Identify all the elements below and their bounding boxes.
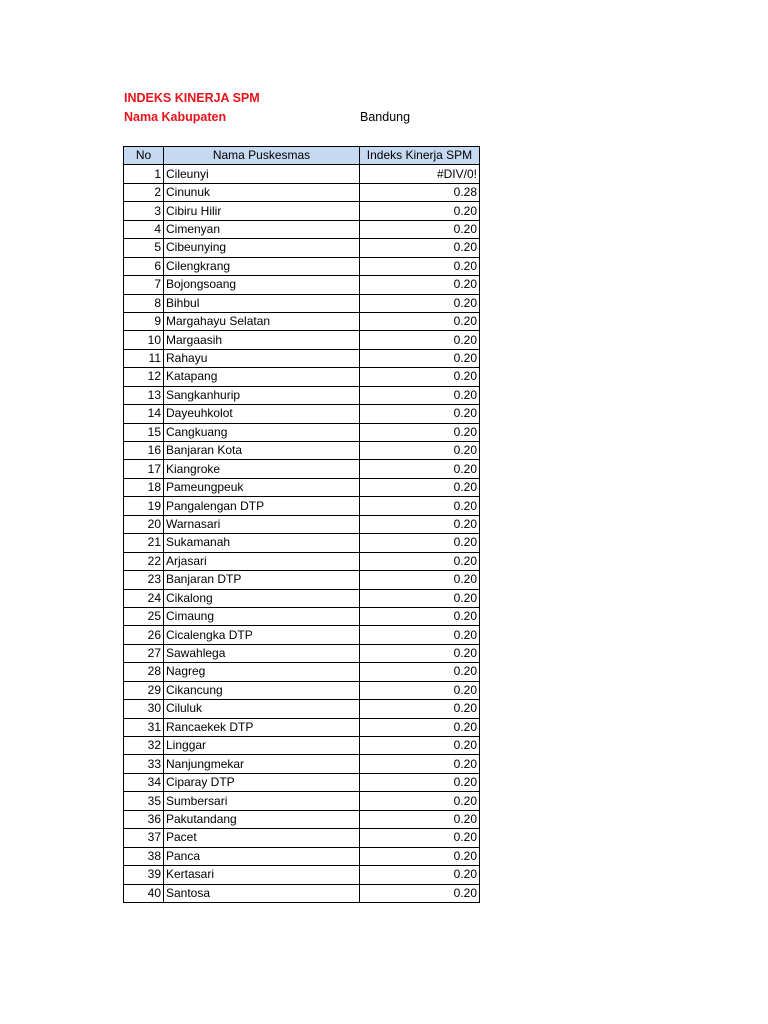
puskesmas-name-cell[interactable]: Sukamanah [164, 534, 360, 552]
spm-index-cell[interactable]: 0.20 [360, 552, 480, 570]
spm-index-cell[interactable]: 0.20 [360, 460, 480, 478]
puskesmas-name-cell[interactable]: Pangalengan DTP [164, 497, 360, 515]
table-row [124, 718, 480, 736]
spm-index-cell[interactable]: 0.20 [360, 626, 480, 644]
puskesmas-name-cell[interactable]: Cilengkrang [164, 257, 360, 275]
spm-index-cell[interactable]: 0.20 [360, 792, 480, 810]
puskesmas-name-cell[interactable]: Linggar [164, 737, 360, 755]
row-number-cell[interactable]: 13 [124, 386, 164, 404]
row-number-cell[interactable]: 38 [124, 847, 164, 865]
row-number-cell[interactable]: 14 [124, 405, 164, 423]
spm-index-cell[interactable]: 0.20 [360, 515, 480, 533]
header-no[interactable]: No [124, 147, 164, 165]
spm-index-cell[interactable]: 0.20 [360, 220, 480, 238]
puskesmas-name-cell[interactable]: Kertasari [164, 866, 360, 884]
row-number-cell[interactable]: 2 [124, 183, 164, 201]
table-row [124, 607, 480, 625]
row-number-cell[interactable]: 40 [124, 884, 164, 902]
table-row [124, 866, 480, 884]
spm-index-cell[interactable]: 0.20 [360, 405, 480, 423]
puskesmas-name-cell[interactable]: Margaasih [164, 331, 360, 349]
spm-index-cell[interactable]: 0.20 [360, 755, 480, 773]
table-row [124, 515, 480, 533]
puskesmas-name-cell[interactable]: Nagreg [164, 663, 360, 681]
table-row [124, 589, 480, 607]
table-body [124, 165, 480, 903]
spm-index-cell[interactable]: 0.20 [360, 866, 480, 884]
spm-index-cell[interactable]: 0.20 [360, 239, 480, 257]
table-row [124, 663, 480, 681]
spm-index-table [123, 146, 480, 903]
spm-index-cell[interactable]: 0.20 [360, 442, 480, 460]
table-row [124, 626, 480, 644]
puskesmas-name-cell[interactable]: Banjaran Kota [164, 442, 360, 460]
row-number-cell[interactable]: 4 [124, 220, 164, 238]
row-number-cell[interactable]: 18 [124, 478, 164, 496]
table-header-row [124, 147, 480, 165]
table-row [124, 312, 480, 330]
table-row [124, 700, 480, 718]
table-row [124, 810, 480, 828]
puskesmas-name-cell[interactable]: Rahayu [164, 349, 360, 367]
table-row [124, 331, 480, 349]
spm-index-cell[interactable]: 0.20 [360, 607, 480, 625]
row-number-cell[interactable]: 36 [124, 810, 164, 828]
row-number-cell[interactable]: 26 [124, 626, 164, 644]
table-row [124, 202, 480, 220]
row-number-cell[interactable]: 9 [124, 312, 164, 330]
puskesmas-name-cell[interactable]: Kiangroke [164, 460, 360, 478]
kabupaten-label: Nama Kabupaten [124, 110, 227, 124]
table-row [124, 423, 480, 441]
puskesmas-name-cell[interactable]: Cileunyi [164, 165, 360, 183]
puskesmas-name-cell[interactable]: Ciluluk [164, 700, 360, 718]
table-row [124, 497, 480, 515]
row-number-cell[interactable]: 32 [124, 737, 164, 755]
row-number-cell[interactable]: 34 [124, 773, 164, 791]
table-row [124, 681, 480, 699]
table-row [124, 644, 480, 662]
spm-index-cell[interactable]: 0.20 [360, 276, 480, 294]
table-row [124, 792, 480, 810]
puskesmas-name-cell[interactable]: Cibeunying [164, 239, 360, 257]
puskesmas-name-cell[interactable]: Cikancung [164, 681, 360, 699]
row-number-cell[interactable]: 25 [124, 607, 164, 625]
spm-index-cell[interactable]: 0.20 [360, 644, 480, 662]
puskesmas-name-cell[interactable]: Katapang [164, 368, 360, 386]
page-title: INDEKS KINERJA SPM [124, 91, 260, 105]
spm-index-cell[interactable]: 0.20 [360, 257, 480, 275]
puskesmas-name-cell[interactable]: Arjasari [164, 552, 360, 570]
table-row [124, 884, 480, 902]
row-number-cell[interactable]: 23 [124, 571, 164, 589]
spm-index-cell[interactable]: 0.20 [360, 368, 480, 386]
spm-index-cell[interactable]: 0.20 [360, 718, 480, 736]
spm-index-cell[interactable]: 0.20 [360, 589, 480, 607]
puskesmas-name-cell[interactable]: Bihbul [164, 294, 360, 312]
spm-index-cell[interactable]: 0.20 [360, 331, 480, 349]
table-row [124, 552, 480, 570]
spm-index-cell[interactable]: 0.20 [360, 700, 480, 718]
table-row [124, 294, 480, 312]
row-number-cell[interactable]: 17 [124, 460, 164, 478]
header-spm-index[interactable]: Indeks Kinerja SPM [360, 147, 480, 165]
puskesmas-name-cell[interactable]: Sawahlega [164, 644, 360, 662]
spm-index-cell[interactable]: 0.20 [360, 534, 480, 552]
row-number-cell[interactable]: 30 [124, 700, 164, 718]
spm-index-cell[interactable]: 0.28 [360, 183, 480, 201]
row-number-cell[interactable]: 5 [124, 239, 164, 257]
puskesmas-name-cell[interactable]: Cibiru Hilir [164, 202, 360, 220]
puskesmas-name-cell[interactable]: Banjaran DTP [164, 571, 360, 589]
row-number-cell[interactable]: 1 [124, 165, 164, 183]
puskesmas-name-cell[interactable]: Santosa [164, 884, 360, 902]
spm-index-cell[interactable]: 0.20 [360, 663, 480, 681]
table-row [124, 239, 480, 257]
table-row [124, 460, 480, 478]
spm-index-cell[interactable]: 0.20 [360, 386, 480, 404]
row-number-cell[interactable]: 29 [124, 681, 164, 699]
puskesmas-name-cell[interactable]: Rancaekek DTP [164, 718, 360, 736]
table-row [124, 478, 480, 496]
table-row [124, 276, 480, 294]
puskesmas-name-cell[interactable]: Cinunuk [164, 183, 360, 201]
row-number-cell[interactable]: 12 [124, 368, 164, 386]
spm-index-cell[interactable]: 0.20 [360, 349, 480, 367]
spm-index-cell[interactable]: 0.20 [360, 571, 480, 589]
puskesmas-name-cell[interactable]: Pacet [164, 829, 360, 847]
spm-index-cell[interactable]: 0.20 [360, 810, 480, 828]
spm-index-cell[interactable]: 0.20 [360, 478, 480, 496]
puskesmas-name-cell[interactable]: Cangkuang [164, 423, 360, 441]
row-number-cell[interactable]: 31 [124, 718, 164, 736]
puskesmas-name-cell[interactable]: Pameungpeuk [164, 478, 360, 496]
row-number-cell[interactable]: 28 [124, 663, 164, 681]
spm-index-cell[interactable]: 0.20 [360, 829, 480, 847]
row-number-cell[interactable]: 21 [124, 534, 164, 552]
table-row [124, 829, 480, 847]
puskesmas-name-cell[interactable]: Bojongsoang [164, 276, 360, 294]
spm-index-cell[interactable]: 0.20 [360, 202, 480, 220]
table-row [124, 386, 480, 404]
table-row [124, 183, 480, 201]
row-number-cell[interactable]: 35 [124, 792, 164, 810]
puskesmas-name-cell[interactable]: Cicalengka DTP [164, 626, 360, 644]
row-number-cell[interactable]: 27 [124, 644, 164, 662]
kabupaten-value: Bandung [360, 110, 411, 124]
row-number-cell[interactable]: 6 [124, 257, 164, 275]
spm-index-cell[interactable]: 0.20 [360, 423, 480, 441]
row-number-cell[interactable]: 7 [124, 276, 164, 294]
puskesmas-name-cell[interactable]: Sangkanhurip [164, 386, 360, 404]
spm-index-cell[interactable]: 0.20 [360, 497, 480, 515]
row-number-cell[interactable]: 33 [124, 755, 164, 773]
puskesmas-name-cell[interactable]: Ciparay DTP [164, 773, 360, 791]
row-number-cell[interactable]: 20 [124, 515, 164, 533]
table-row [124, 847, 480, 865]
table-row [124, 220, 480, 238]
puskesmas-name-cell[interactable]: Nanjungmekar [164, 755, 360, 773]
table-row [124, 571, 480, 589]
puskesmas-name-cell[interactable]: Warnasari [164, 515, 360, 533]
puskesmas-name-cell[interactable]: Cikalong [164, 589, 360, 607]
header-puskesmas-name[interactable]: Nama Puskesmas [164, 147, 360, 165]
row-number-cell[interactable]: 16 [124, 442, 164, 460]
table-row [124, 165, 480, 183]
table-row [124, 257, 480, 275]
puskesmas-name-cell[interactable]: Sumbersari [164, 792, 360, 810]
table-row [124, 368, 480, 386]
puskesmas-name-cell[interactable]: Cimaung [164, 607, 360, 625]
puskesmas-name-cell[interactable]: Panca [164, 847, 360, 865]
row-number-cell[interactable]: 19 [124, 497, 164, 515]
row-number-cell[interactable]: 22 [124, 552, 164, 570]
spm-index-cell[interactable]: 0.20 [360, 773, 480, 791]
puskesmas-name-cell[interactable]: Cimenyan [164, 220, 360, 238]
puskesmas-name-cell[interactable]: Pakutandang [164, 810, 360, 828]
row-number-cell[interactable]: 24 [124, 589, 164, 607]
row-number-cell[interactable]: 37 [124, 829, 164, 847]
spm-index-cell[interactable]: 0.20 [360, 847, 480, 865]
spm-index-cell[interactable]: 0.20 [360, 681, 480, 699]
row-number-cell[interactable]: 10 [124, 331, 164, 349]
spm-index-cell[interactable]: 0.20 [360, 294, 480, 312]
row-number-cell[interactable]: 39 [124, 866, 164, 884]
puskesmas-name-cell[interactable]: Dayeuhkolot [164, 405, 360, 423]
table-row [124, 405, 480, 423]
spm-index-cell[interactable]: 0.20 [360, 312, 480, 330]
spm-index-cell[interactable]: 0.20 [360, 884, 480, 902]
row-number-cell[interactable]: 3 [124, 202, 164, 220]
table-row [124, 737, 480, 755]
puskesmas-name-cell[interactable]: Margahayu Selatan [164, 312, 360, 330]
row-number-cell[interactable]: 8 [124, 294, 164, 312]
table-row [124, 442, 480, 460]
table-row [124, 755, 480, 773]
row-number-cell[interactable]: 11 [124, 349, 164, 367]
row-number-cell[interactable]: 15 [124, 423, 164, 441]
spm-index-cell[interactable]: #DIV/0! [360, 165, 480, 183]
spm-index-cell[interactable]: 0.20 [360, 737, 480, 755]
table-row [124, 349, 480, 367]
table-row [124, 534, 480, 552]
table-row [124, 773, 480, 791]
